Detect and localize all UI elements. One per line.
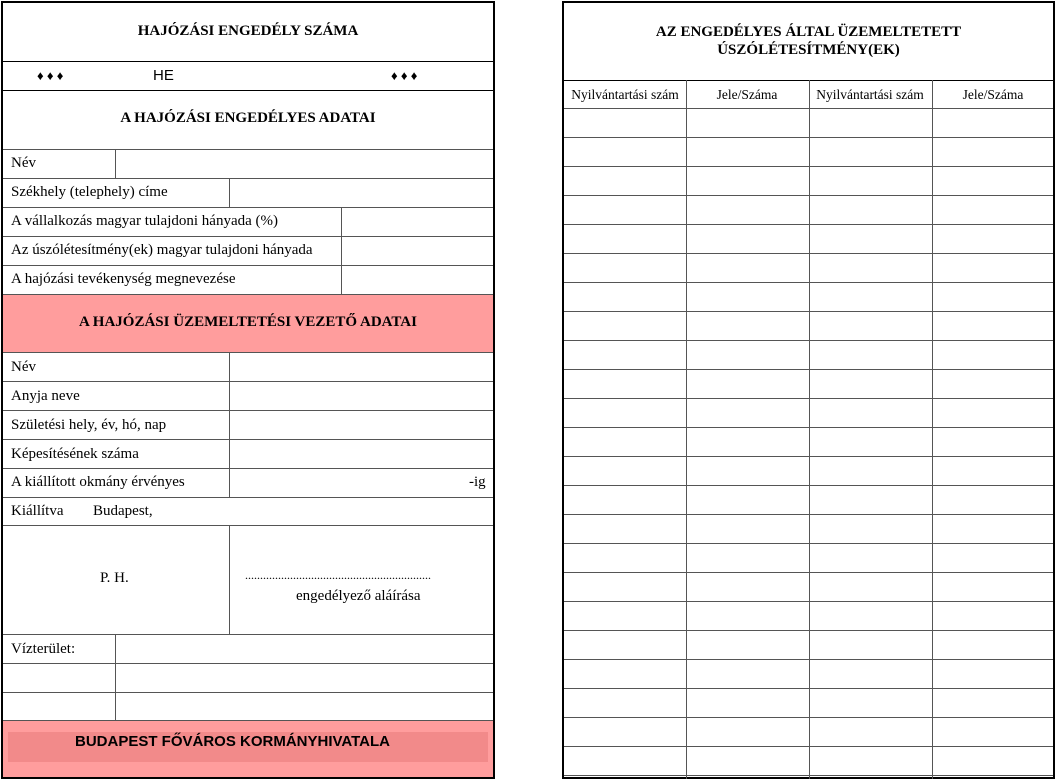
document-validity-label: A kiállított okmány érvényes [11, 474, 185, 490]
table-column-line [686, 80, 687, 779]
diamond-marks-right: ♦ ♦ ♦ [391, 68, 418, 83]
shipping-activity-label: A hajózási tevékenység megnevezése [11, 271, 236, 287]
validity-suffix: -ig [469, 474, 486, 490]
licensee-address-label: Székhely (telephely) címe [11, 184, 168, 200]
stamp-placeholder: P. H. [100, 570, 129, 586]
license-card-back [562, 1, 1055, 779]
diamond-marks-left: ♦ ♦ ♦ [37, 68, 64, 83]
licensee-name-label: Név [11, 155, 36, 171]
table-column-line [809, 80, 810, 779]
vessel-ownership-label: Az úszólétesítmény(ek) magyar tulajdoni hányada [11, 242, 313, 258]
column-header-registration-2: Nyilvántartási szám [816, 87, 924, 102]
manager-name-label: Név [11, 359, 36, 375]
company-ownership-label: A vállalkozás magyar tulajdoni hányada (%) [11, 213, 278, 229]
manager-data-title: A HAJÓZÁSI ÜZEMELTETÉSI VEZETŐ ADATAI [79, 314, 417, 330]
column-header-registration-1: Nyilvántartási szám [571, 87, 679, 102]
license-number-title: HAJÓZÁSI ENGEDÉLY SZÁMA [137, 23, 359, 39]
issued-label: Kiállítva [11, 503, 64, 519]
authority-name: BUDAPEST FŐVÁROS KORMÁNYHIVATALA [75, 733, 390, 750]
qualification-number-label: Képesítésének száma [11, 446, 139, 462]
issued-place: Budapest, [93, 503, 153, 519]
column-header-mark-1: Jele/Száma [716, 87, 778, 102]
column-header-mark-2: Jele/Száma [962, 87, 1024, 102]
birth-data-label: Születési hely, év, hó, nap [11, 417, 167, 433]
signature-line: .............................................................. [245, 568, 431, 582]
mother-name-label: Anyja neve [11, 388, 80, 404]
licensee-data-title: A HAJÓZÁSI ENGEDÉLYES ADATAI [120, 110, 376, 126]
license-card-front [1, 1, 495, 779]
water-area-label: Vízterület: [11, 641, 76, 657]
signature-label: engedélyező aláírása [296, 588, 421, 604]
vessels-title-line1: AZ ENGEDÉLYES ÁLTAL ÜZEMELTETETT [655, 24, 962, 40]
he-prefix: HE [153, 67, 174, 84]
table-column-line [932, 80, 933, 779]
vessels-title-line2: ÚSZÓLÉTESÍTMÉNY(EK) [717, 42, 900, 58]
